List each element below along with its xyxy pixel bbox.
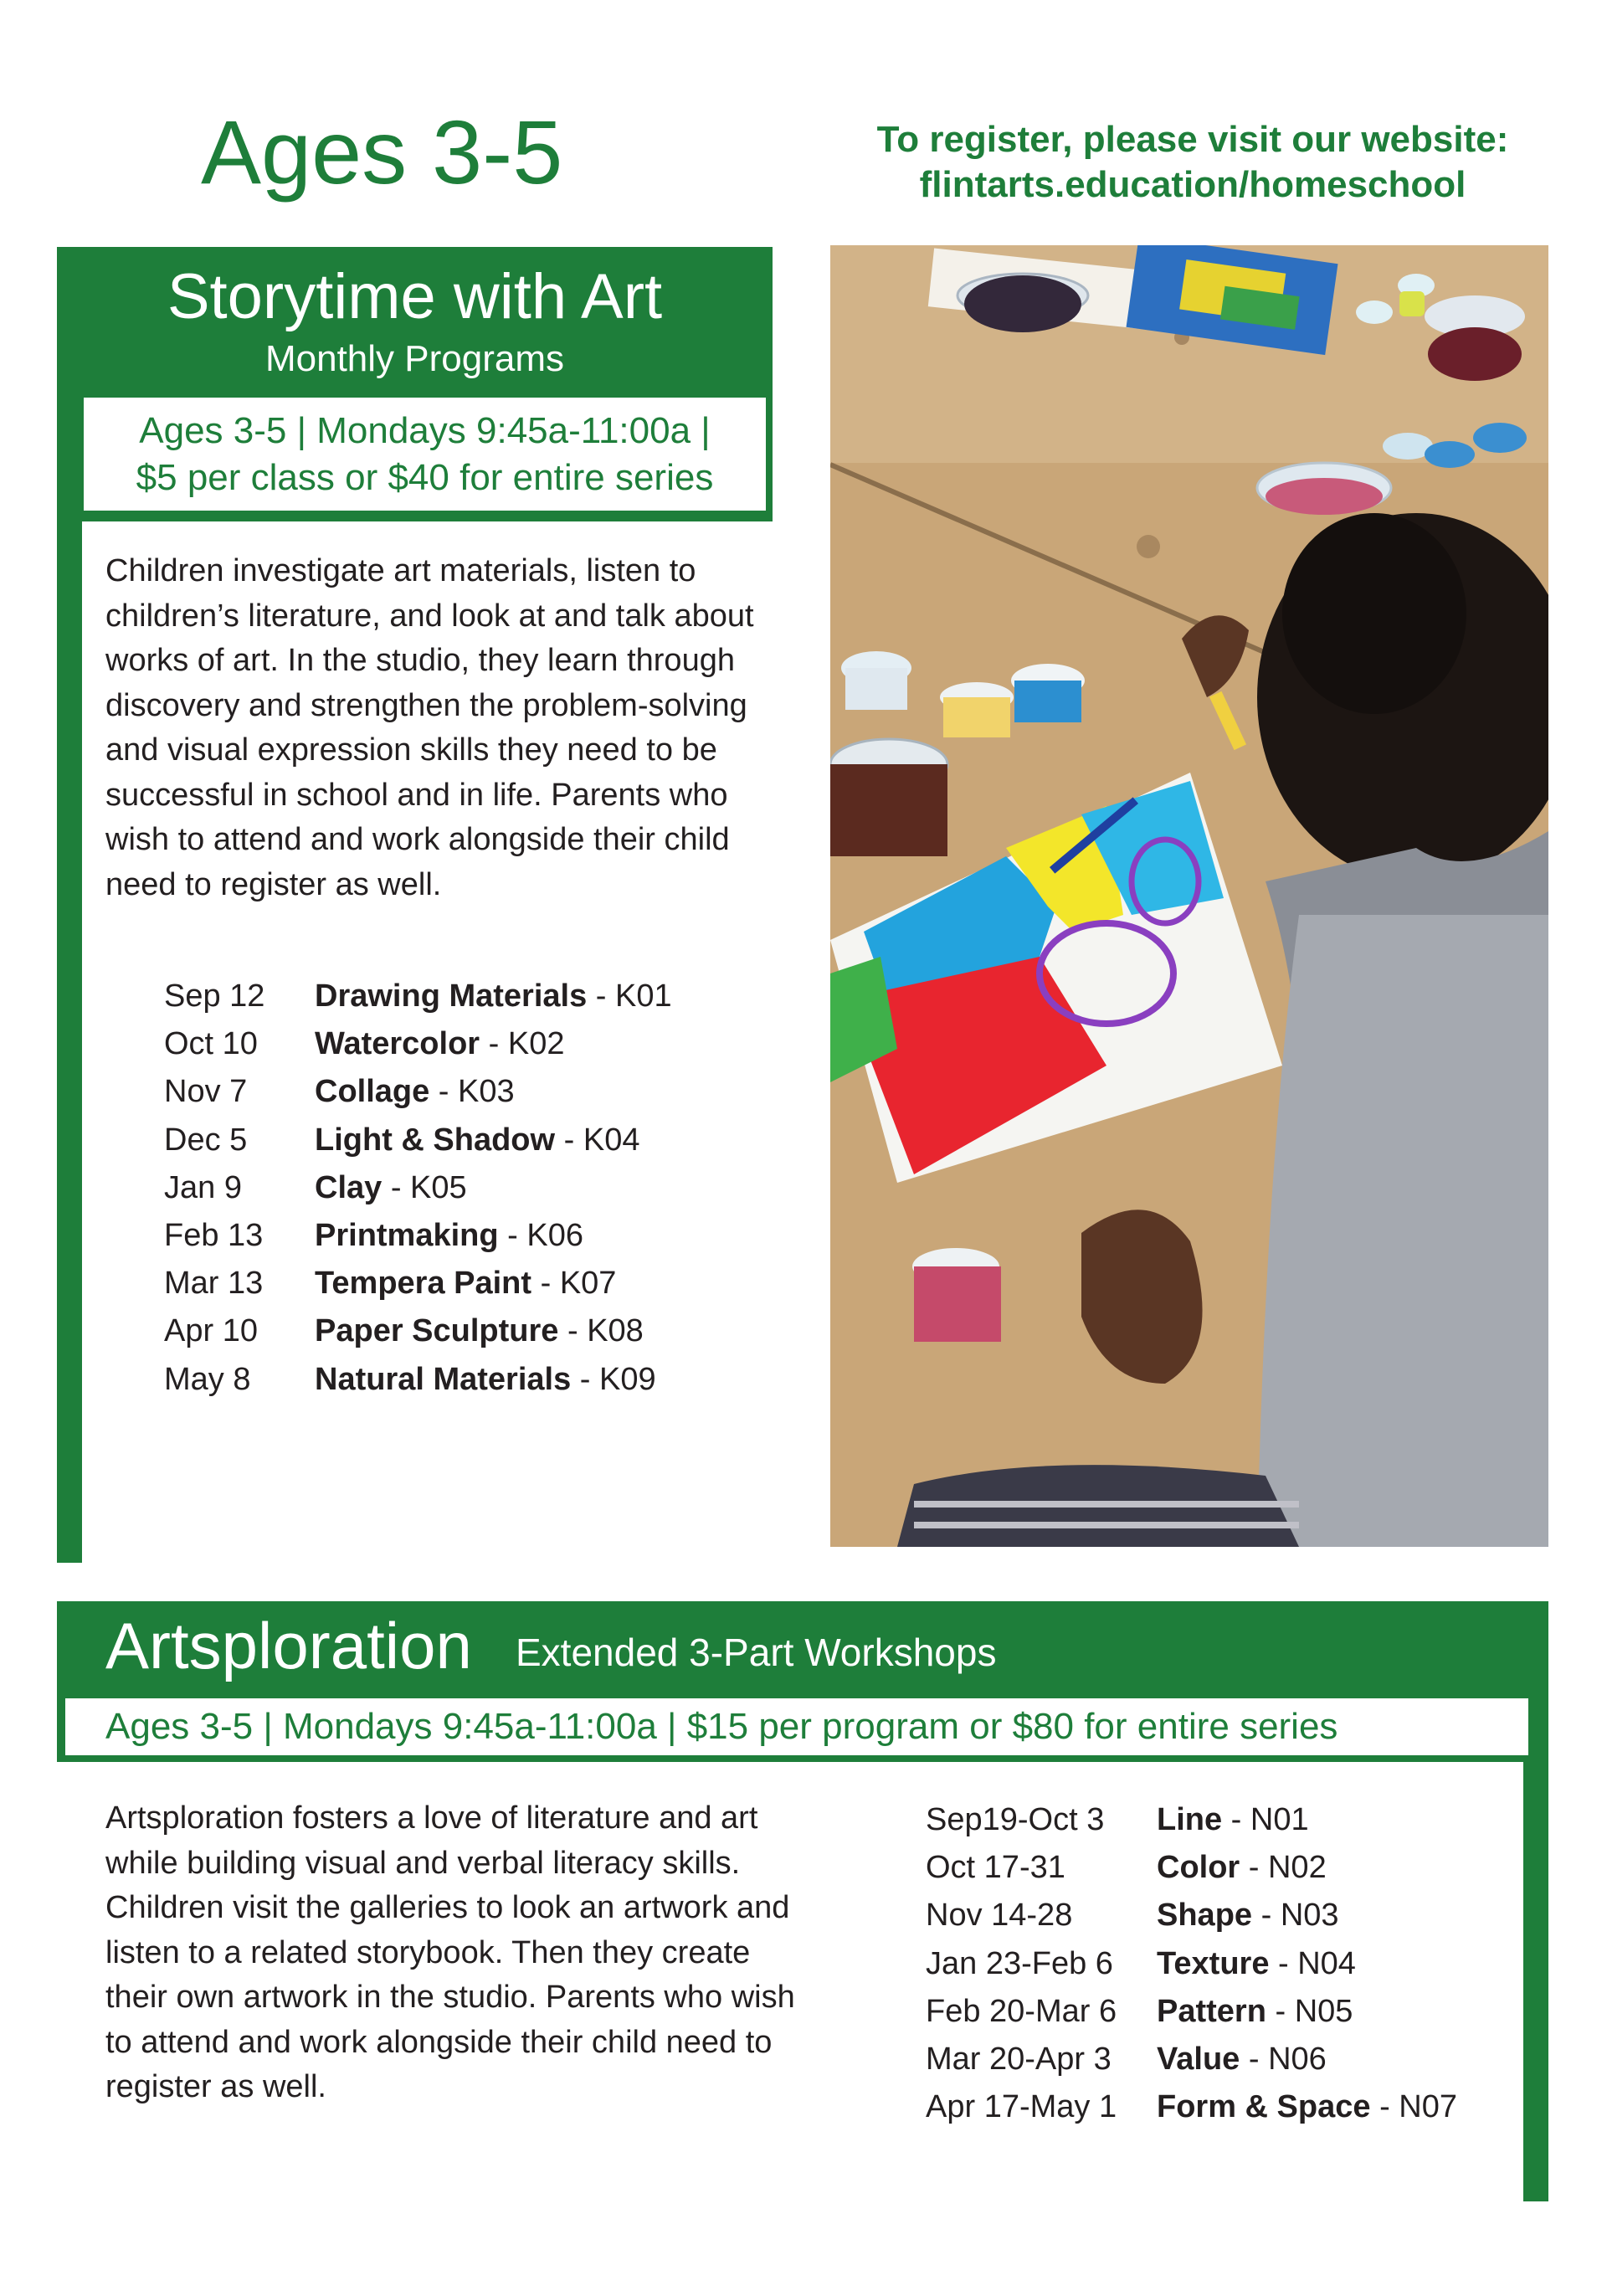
schedule-course-code: - K08 (558, 1313, 644, 1349)
schedule-row (926, 2036, 1457, 2083)
schedule-row (164, 1164, 672, 1212)
schedule-row (164, 1212, 672, 1260)
storytime-title: Storytime with Art (167, 261, 663, 332)
page-title: Ages 3-5 (201, 101, 563, 203)
schedule-topic-name: Value (1157, 2042, 1240, 2078)
schedule-course-code: - K04 (555, 1122, 640, 1158)
schedule-topic (315, 1260, 616, 1307)
schedule-date: Sep19-Oct 3 (926, 1802, 1105, 1837)
schedule-row (926, 1892, 1457, 1939)
schedule-topic-name: Light & Shadow (315, 1122, 556, 1158)
schedule-topic (1157, 2036, 1327, 2083)
schedule-date: Oct 17-31 (926, 1850, 1065, 1886)
child-painting-photo (830, 245, 1548, 1547)
child-painting-illustration (830, 245, 1548, 1547)
registration-notice (837, 117, 1548, 208)
schedule-topic-name: Paper Sculpture (315, 1313, 559, 1349)
schedule-date: Jan 23-Feb 6 (926, 1945, 1113, 1981)
schedule-topic-name: Texture (1157, 1945, 1270, 1981)
schedule-topic (315, 1356, 656, 1404)
schedule-topic (315, 1117, 639, 1164)
storytime-header (57, 247, 773, 521)
storytime-subtitle: Monthly Programs (264, 338, 564, 379)
schedule-course-code: - K02 (480, 1026, 565, 1062)
schedule-date: May 8 (164, 1361, 251, 1397)
artsploration-title: Artsploration (105, 1609, 472, 1682)
register-text: To register, please visit our website: (876, 119, 1509, 160)
schedule-topic (1157, 1844, 1327, 1892)
artsploration-info-box: Ages 3-5 | Mondays 9:45a-11:00a | $15 per program or $80 for entire series (65, 1698, 1528, 1755)
schedule-topic-name: Form & Space (1157, 2089, 1371, 2125)
schedule-row (926, 1796, 1457, 1844)
schedule-date: Nov 7 (164, 1074, 248, 1110)
schedule-topic (1157, 1940, 1356, 1988)
schedule-course-code: - N06 (1240, 2042, 1327, 2078)
schedule-date: Feb 20-Mar 6 (926, 1993, 1117, 2029)
schedule-topic-name: Collage (315, 1074, 430, 1110)
artsploration-schedule (926, 1796, 1457, 2131)
artsploration-header (57, 1601, 1548, 1762)
schedule-topic (315, 1068, 515, 1116)
artsploration-side-bar (1523, 1758, 1548, 2201)
schedule-date: Oct 10 (164, 1026, 258, 1062)
schedule-row (164, 1117, 672, 1164)
schedule-course-code: - K03 (429, 1074, 515, 1110)
register-url-link[interactable]: flintarts.education/homeschool (919, 164, 1466, 205)
schedule-topic (1157, 1892, 1339, 1939)
schedule-date: Jan 9 (164, 1169, 242, 1205)
schedule-course-code: - K05 (382, 1169, 467, 1205)
schedule-date: Nov 14-28 (926, 1898, 1073, 1934)
artsploration-subtitle: Extended 3-Part Workshops (516, 1631, 997, 1674)
schedule-course-code: - K01 (587, 978, 672, 1014)
schedule-course-code: - K09 (571, 1361, 656, 1397)
schedule-course-code: - N05 (1266, 1993, 1353, 2029)
schedule-date: Apr 17-May 1 (926, 2089, 1117, 2125)
schedule-row (164, 973, 672, 1020)
schedule-row (164, 1260, 672, 1307)
schedule-date: Sep 12 (164, 978, 265, 1014)
storytime-schedule (164, 973, 672, 1404)
schedule-topic-name: Tempera Paint (315, 1266, 532, 1302)
schedule-topic-name: Pattern (1157, 1993, 1266, 2029)
storytime-info-line: Ages 3-5 | Mondays 9:45a-11:00a | (139, 410, 711, 451)
schedule-date: Mar 20-Apr 3 (926, 2042, 1112, 2078)
schedule-date: Mar 13 (164, 1266, 264, 1302)
schedule-topic-name: Watercolor (315, 1026, 480, 1062)
schedule-date: Feb 13 (164, 1218, 264, 1254)
schedule-topic-name: Natural Materials (315, 1361, 572, 1397)
schedule-row (926, 2083, 1457, 2131)
schedule-row (164, 1068, 672, 1116)
schedule-course-code: - K07 (531, 1266, 617, 1302)
storytime-description: Children investigate art materials, listen to children’s literature, and look at and talk about works of art. In the studio, they learn through discovery and strengthen the problem-solving and visual expression skills they need to be successful in school and in life. Parents who wish to attend and work alongside their child need to register as well. (105, 553, 754, 902)
schedule-row (164, 1020, 672, 1068)
schedule-topic-name: Color (1157, 1850, 1240, 1886)
schedule-topic (1157, 1988, 1353, 2036)
schedule-topic (315, 1164, 467, 1212)
schedule-topic-name: Printmaking (315, 1218, 499, 1254)
schedule-row (926, 1940, 1457, 1988)
schedule-topic-name: Line (1157, 1802, 1223, 1837)
schedule-topic (1157, 1796, 1309, 1844)
schedule-topic (315, 1307, 644, 1355)
schedule-topic (315, 1212, 583, 1260)
schedule-row (926, 1844, 1457, 1892)
schedule-course-code: - N04 (1269, 1945, 1356, 1981)
schedule-topic (315, 973, 672, 1020)
schedule-row (164, 1356, 672, 1404)
schedule-course-code: - N03 (1252, 1898, 1339, 1934)
schedule-topic-name: Clay (315, 1169, 382, 1205)
schedule-date: Apr 10 (164, 1313, 258, 1349)
schedule-course-code: - N02 (1240, 1850, 1327, 1886)
schedule-date: Dec 5 (164, 1122, 248, 1158)
schedule-topic-name: Shape (1157, 1898, 1253, 1934)
schedule-row (164, 1307, 672, 1355)
storytime-info-box (84, 398, 766, 511)
schedule-row (926, 1988, 1457, 2036)
schedule-course-code: - N01 (1222, 1802, 1309, 1837)
storytime-info-line: $5 per class or $40 for entire series (136, 457, 714, 498)
schedule-course-code: - N07 (1370, 2089, 1458, 2125)
schedule-topic (1157, 2083, 1457, 2131)
schedule-topic (315, 1020, 564, 1068)
artsploration-description: Artsploration fosters a love of literature and art while building visual and verbal literacy skills. Children visit the galleries to look an artwork and listen to a related storybook. Then they create their own artwork in the studio. Parents who wish to attend and work alongside their child need to register as well. (105, 1800, 795, 2104)
schedule-topic-name: Drawing Materials (315, 978, 588, 1014)
schedule-course-code: - K06 (498, 1218, 583, 1254)
